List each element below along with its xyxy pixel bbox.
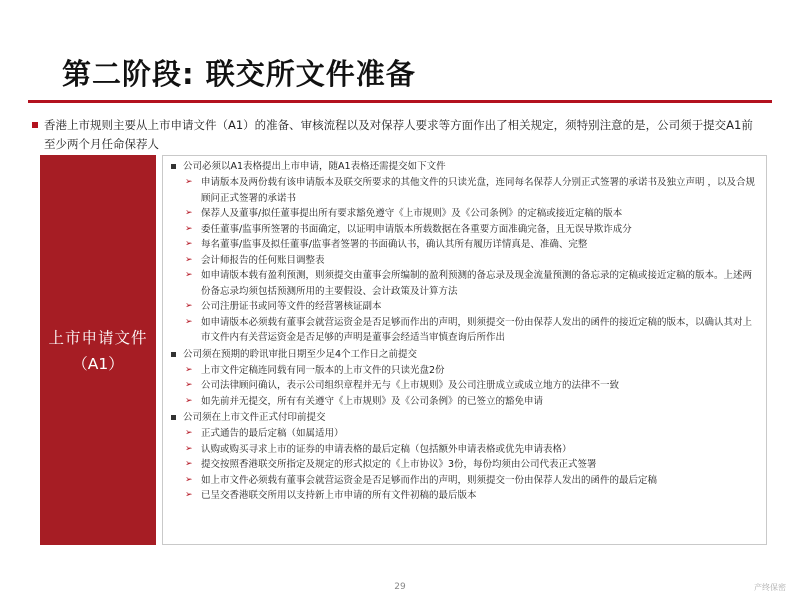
arrow-bullet-icon: ➢ bbox=[185, 395, 193, 406]
list-item-text: 提交按照香港联交所指定及规定的形式拟定的《上市协议》3份，每份均须由公司代表正式签署 bbox=[201, 459, 597, 470]
list-item bbox=[171, 457, 758, 473]
section-3 bbox=[171, 410, 758, 504]
list-item bbox=[171, 473, 758, 489]
list-item-text: 公司注册证书或同等文件的经营署核证副本 bbox=[201, 301, 382, 312]
arrow-bullet-icon: ➢ bbox=[185, 380, 193, 390]
list-item bbox=[171, 488, 758, 504]
title-divider bbox=[28, 100, 772, 103]
list-item bbox=[171, 253, 758, 269]
footer-logo: 产终保密 bbox=[754, 583, 786, 592]
square-bullet-icon bbox=[171, 415, 176, 420]
list-item-text: 每名董事/监事及拟任董事/监事者签署的书面确认书，确认其所有履历详情真是、准确、完整 bbox=[201, 239, 588, 250]
list-item-text: 已呈交香港联交所用以支持新上市申请的所有文件初稿的最后版本 bbox=[201, 490, 477, 501]
arrow-bullet-icon: ➢ bbox=[185, 316, 193, 327]
arrow-bullet-icon: ➢ bbox=[185, 239, 193, 249]
list-item bbox=[171, 299, 758, 315]
list-item-text: 申请版本及两份载有该申请版本及联交所要求的其他文件的只读光盘，连同每名保荐人分别正式签署的承诺书及独立声明 ，以及合规顾问正式签署的承诺书 bbox=[201, 177, 756, 204]
arrow-bullet-icon: ➢ bbox=[185, 428, 193, 438]
page-number: 29 bbox=[394, 582, 406, 592]
arrow-bullet-icon: ➢ bbox=[185, 177, 193, 187]
arrow-bullet-icon: ➢ bbox=[185, 270, 193, 280]
section-heading bbox=[171, 410, 758, 426]
square-bullet-icon bbox=[171, 352, 176, 357]
left-panel-subtitle: （A1） bbox=[72, 355, 124, 373]
section-heading-text: 公司必须以A1表格提出上市申请，随A1表格还需提交如下文件 bbox=[183, 161, 446, 172]
section-2 bbox=[171, 347, 758, 410]
list-item bbox=[171, 426, 758, 442]
list-item bbox=[171, 175, 758, 206]
list-item-text: 如上市文件必须载有董事会就营运资金是否足够而作出的声明，则须提交一份由保荐人发出的函件的最后定稿 bbox=[201, 474, 658, 486]
section-1 bbox=[171, 159, 758, 346]
list-item bbox=[171, 222, 758, 238]
list-item-text: 如申请版本载有盈利预测，则须提交由董事会所编制的盈利预测的备忘录及现金流量预测的备忘录的定稿或接近定稿的版本。上述两份备忘录均须包括预测所用的主要假设、会计政策及计算方法 bbox=[201, 270, 753, 297]
list-item-text: 如申请版本必须载有董事会就营运资金是否足够而作出的声明，则须提交一份由保荐人发出的函件的接近定稿的版本，以确认其对上市文件内有关营运资金是否足够的声明是董事会经适当审慎查询后所作出 bbox=[201, 316, 753, 343]
list-item-text: 如先前并无提交，所有有关遵守《上市规则》及《公司条例》的已签立的豁免申请 bbox=[201, 395, 544, 407]
section-heading-text: 公司须在预期的聆讯审批日期至少足4个工作日之前提交 bbox=[183, 348, 418, 360]
arrow-bullet-icon: ➢ bbox=[185, 223, 193, 234]
list-item-text: 委任董事/监事所签署的书面确定，以证明申请版本所载数据在各重要方面准确完备，且无误导欺诈成分 bbox=[201, 223, 632, 235]
requirements-panel bbox=[162, 155, 767, 545]
list-item-text: 正式通告的最后定稿（如属适用） bbox=[201, 428, 344, 439]
arrow-bullet-icon: ➢ bbox=[185, 459, 193, 469]
arrow-bullet-icon: ➢ bbox=[185, 490, 193, 500]
list-item bbox=[171, 442, 758, 458]
left-panel-title: 上市申请文件 bbox=[48, 329, 148, 347]
intro-paragraph bbox=[44, 116, 764, 154]
list-item-text: 上市文件定稿连同载有同一版本的上市文件的只读光盘2份 bbox=[201, 364, 445, 376]
left-panel-a1 bbox=[40, 155, 156, 545]
list-item bbox=[171, 237, 758, 253]
arrow-bullet-icon: ➢ bbox=[185, 474, 193, 485]
square-bullet-icon bbox=[171, 164, 176, 169]
arrow-bullet-icon: ➢ bbox=[185, 443, 193, 454]
arrow-bullet-icon: ➢ bbox=[185, 208, 193, 218]
list-item bbox=[171, 394, 758, 410]
page-title: 第二阶段: 联交所文件准备 bbox=[62, 57, 416, 91]
arrow-bullet-icon: ➢ bbox=[185, 364, 193, 375]
list-item bbox=[171, 363, 758, 379]
arrow-bullet-icon: ➢ bbox=[185, 254, 193, 265]
list-item bbox=[171, 206, 758, 222]
list-item-text: 认购或购买寻求上市的证券的申请表格的最后定稿（包括额外申请表格或优先申请表格） bbox=[201, 443, 572, 455]
list-item bbox=[171, 315, 758, 346]
section-heading bbox=[171, 347, 758, 363]
list-item bbox=[171, 268, 758, 299]
list-item-text: 公司法律顾问确认，表示公司组织章程并无与《上市规则》及公司注册成立或成立地方的法律不一致 bbox=[201, 380, 620, 391]
list-item-text: 保荐人及董事/拟任董事提出所有要求豁免遵守《上市规则》及《公司条例》的定稿或接近定稿的版本 bbox=[201, 208, 623, 219]
section-heading-text: 公司须在上市文件正式付印前提交 bbox=[183, 412, 326, 423]
list-item bbox=[171, 378, 758, 394]
arrow-bullet-icon: ➢ bbox=[185, 301, 193, 311]
section-heading bbox=[171, 159, 758, 175]
intro-text: 香港上市规则主要从上市申请文件（A1）的准备、审核流程以及对保荐人要求等方面作出了相关规定，须特别注意的是，公司须于提交A1前至少两个月任命保荐人 bbox=[44, 118, 753, 151]
list-item-text: 会计师报告的任何账目调整表 bbox=[201, 254, 325, 266]
bullet-square-icon bbox=[32, 122, 38, 128]
